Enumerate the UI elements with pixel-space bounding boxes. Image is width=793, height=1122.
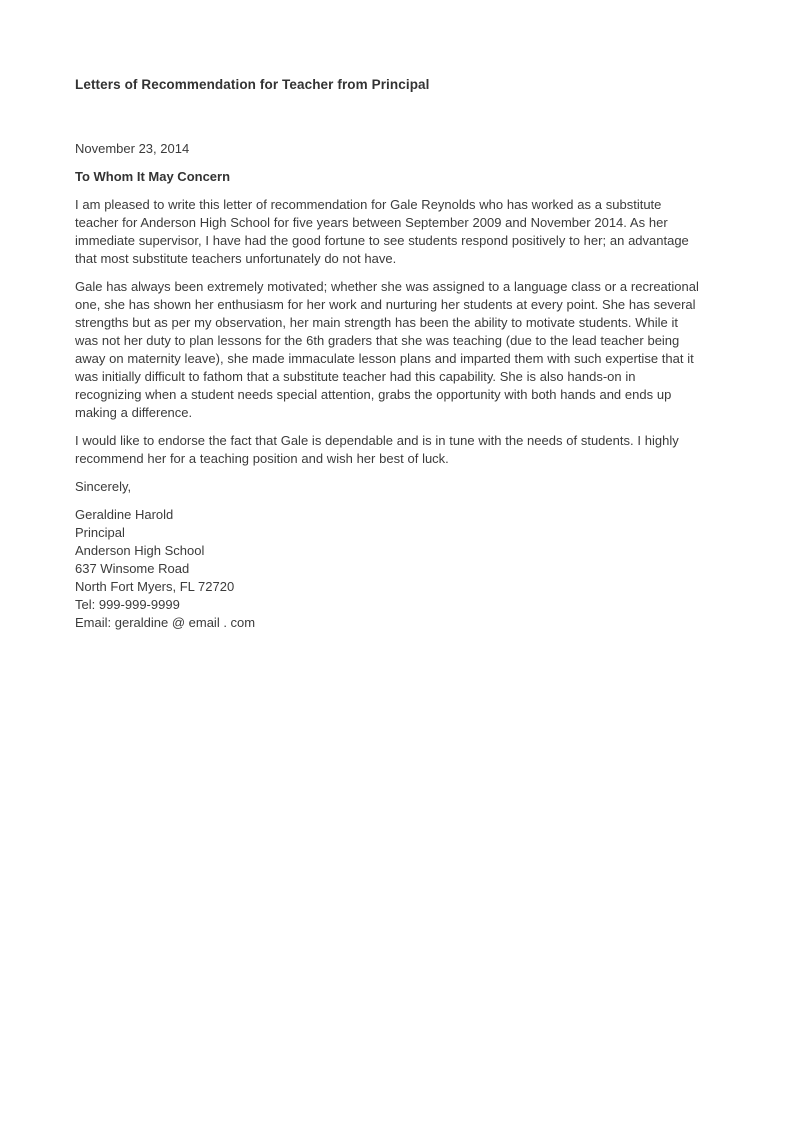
signer-email: Email: geraldine @ email . com bbox=[75, 615, 256, 630]
letter-content bbox=[75, 76, 701, 632]
letter-paragraph-1: I am pleased to write this letter of recommendation for Gale Reynolds who has worked as a substitute teacher for Anderson High School for five years between September 2009 and November 2014. As her immediate supervisor, I have had the good fortune to see students respond positively to her; an advantage that most substitute teachers unfortunately do not have. bbox=[75, 197, 689, 266]
signer-telephone: Tel: 999-999-9999 bbox=[75, 597, 180, 612]
signature-block bbox=[75, 496, 701, 632]
signer-name: Geraldine Harold bbox=[75, 507, 174, 522]
page-title: Letters of Recommendation for Teacher from Principal bbox=[75, 77, 430, 92]
signer-city-state-zip: North Fort Myers, FL 72720 bbox=[75, 579, 235, 594]
letter-paragraph-2: Gale has always been extremely motivated; whether she was assigned to a language class or a recreational one, she has shown her enthusiasm for her work and nurturing her students at every point. She has several strengths but as per my observation, her main strength has been the ability to motivate students. While it was not her duty to plan lessons for the 6th graders that she was teaching (due to the lead teacher being away on maternity leave), she made immaculate lesson plans and imparted them with such expertise that it was initially difficult to fathom that a substitute teacher had this capability. She is also hands-on in recognizing when a student needs special attention, grabs the opportunity with both hands and ends up making a difference. bbox=[75, 279, 699, 420]
letter-salutation: To Whom It May Concern bbox=[75, 169, 231, 184]
signer-position: Principal bbox=[75, 525, 125, 540]
letter-closing: Sincerely, bbox=[75, 479, 132, 494]
letter-paragraph-3: I would like to endorse the fact that Gale is dependable and is in tune with the needs of students. I highly recommend her for a teaching position and wish her best of luck. bbox=[75, 433, 679, 466]
letter-date: November 23, 2014 bbox=[75, 141, 190, 156]
signer-street-address: 637 Winsome Road bbox=[75, 561, 190, 576]
signer-organization: Anderson High School bbox=[75, 543, 205, 558]
